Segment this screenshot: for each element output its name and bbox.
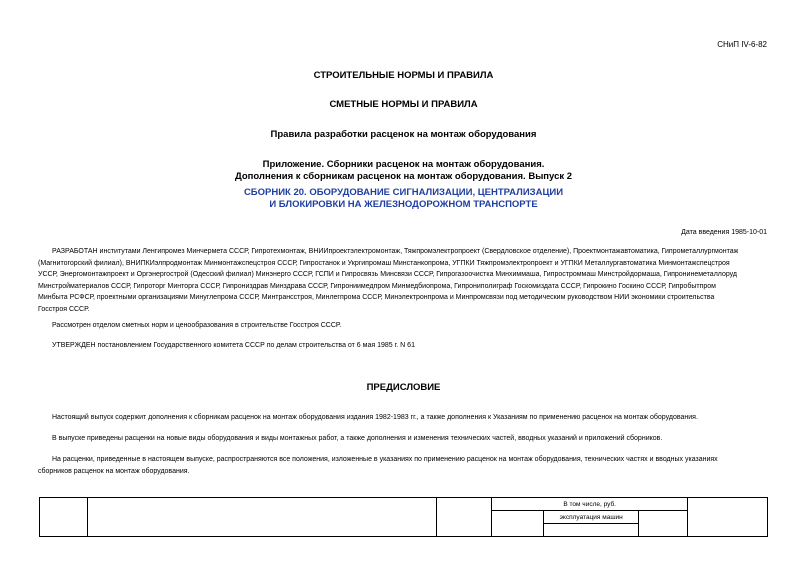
reviewed-paragraph: Рассмотрен отделом сметных норм и ценообразования в строительстве Госстроя СССР.: [52, 322, 342, 329]
rates-table: [39, 497, 768, 537]
approved-paragraph: УТВЕРЖДЕН постановлением Государственного комитета СССР по делам строительства от 6 мая 1985 г. N 61: [52, 342, 415, 349]
heading-estimate-norms: СМЕТНЫЕ НОРМЫ И ПРАВИЛА: [329, 99, 478, 110]
table-header-cell: [688, 498, 768, 537]
developed-line: Минбыта РСФСР, проектными организациями Минуглепрома СССР, Минтрансстроя, Минлегпрома СССР, Минэлектронпрома и Минпромсвязи под методическим руководством НИИ экономики строительства: [38, 294, 715, 301]
heading-rules: Правила разработки расценок на монтаж оборудования: [270, 129, 537, 140]
table-header-cell: [40, 498, 88, 537]
table-header-machine-operation: эксплуатация машин: [544, 511, 639, 524]
table-header-including: В том числе, руб.: [492, 498, 688, 511]
collection-title-line1: СБОРНИК 20. ОБОРУДОВАНИЕ СИГНАЛИЗАЦИИ, ЦЕНТРАЛИЗАЦИИ: [243, 187, 564, 198]
developed-line: УССР, Энергомонтажпроект и Оргэнергострой (Одесский филиал) Минэнерго СССР, ГСПИ и Гипросвязь Минсвязи СССР, Гипрогазоочистка Минхиммаша, Гипростроммаш Минстройдормаша, Гипронинеметаллоруд: [38, 271, 738, 278]
developed-line: РАЗРАБОТАН институтами Ленгипромез Минчермета СССР, Гипротехмонтаж, ВНИИпроектэлектромонтаж, Тяжпромэлектропроект (Свердловское отделение), Проектмонтажавтоматика, Гипрометаллургмонтаж: [52, 248, 739, 255]
document-code: СНиП IV-6-82: [717, 40, 767, 49]
table-header-cell: [544, 524, 639, 537]
developed-line: Госстроя СССР.: [38, 305, 90, 313]
heading-appendix-line1: Приложение. Сборники расценок на монтаж оборудования.: [262, 159, 545, 170]
table-header-cell: [87, 498, 436, 537]
preface-paragraph-1: Настоящий выпуск содержит дополнения к сборникам расценок на монтаж оборудования издания 1982-1983 гг., а также дополнения к Указаниям по применению расценок на монтаж оборудования.: [52, 414, 698, 421]
preface-title: ПРЕДИСЛОВИЕ: [366, 382, 441, 393]
developed-paragraph: [38, 246, 768, 315]
preface-paragraph-3-line2: сборников расценок на монтаж оборудования.: [38, 467, 190, 475]
heading-building-norms: СТРОИТЕЛЬНЫЕ НОРМЫ И ПРАВИЛА: [313, 70, 494, 81]
introduction-date: Дата введения 1985-10-01: [681, 229, 767, 236]
table-header-cell: [639, 511, 688, 537]
table-header-cell: [437, 498, 492, 537]
table-header-cell: [492, 511, 544, 537]
preface-paragraph-3: [38, 454, 768, 477]
developed-line: (Магнитогорский филиал), ВНИПКИэлпродмонтаж Минмонтажспецстроя СССР, Гипростанок и Укргипромаш Минстанкопрома, УГПКИ Тяжпромэлектропроект и УГПКИ Металлургавтоматика Минмонтажспецстроя: [38, 259, 730, 267]
preface-paragraph-3-line1: На расценки, приведенные в настоящем выпуске, распространяются все положения, изложенные в указаниях по применению расценок на монтаж оборудования, технических частях и вводных указаниях: [52, 456, 718, 463]
heading-appendix-line2: Дополнения к сборникам расценок на монтаж оборудования. Выпуск 2: [234, 171, 573, 182]
preface-paragraph-2: В выпуске приведены расценки на новые виды оборудования и виды монтажных работ, а также дополнения и изменения технических частей, вводных указаний и приложений сборников.: [52, 435, 663, 442]
developed-line: Минстройматериалов СССР, Гипроторг Минторга СССР, Гипрониздрав Минздрава СССР, Гипрониимедпром Минмедбиопрома, Гипрониполиграф Госкомиздата СССР, Гипрокино Госкино СССР, Гипробытпром: [38, 282, 716, 290]
collection-title-line2: И БЛОКИРОВКИ НА ЖЕЛЕЗНОДОРОЖНОМ ТРАНСПОРТЕ: [269, 199, 538, 210]
